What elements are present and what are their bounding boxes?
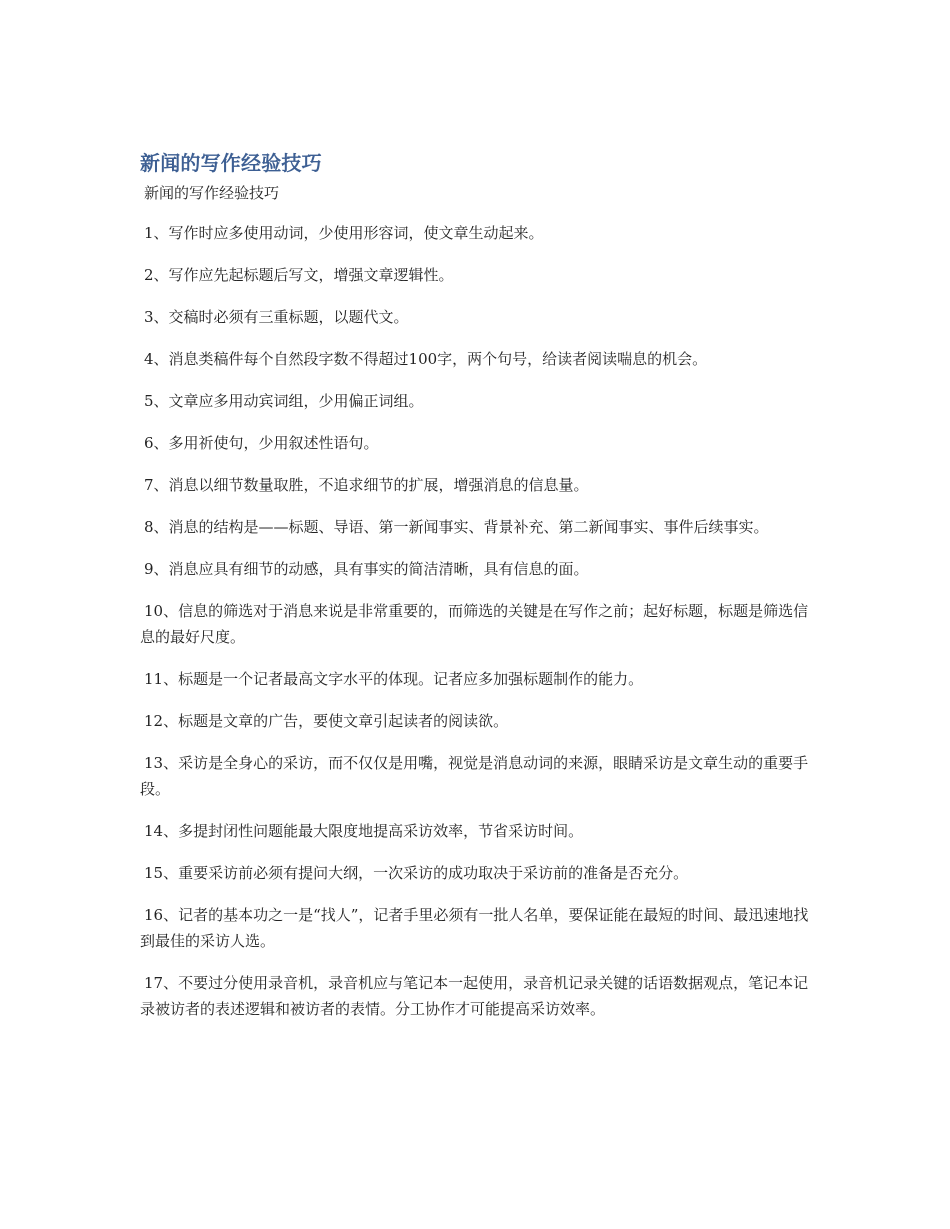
tips-list xyxy=(140,220,812,1022)
tip-item-15: 15、重要采访前必须有提问大纲，一次采访的成功取决于采访前的准备是否充分。 xyxy=(144,864,689,882)
document-page xyxy=(140,148,812,1038)
document-subtitle: 新闻的写作经验技巧 xyxy=(144,184,280,202)
document-title: 新闻的写作经验技巧 xyxy=(140,151,322,175)
tip-item-1: 1、写作时应多使用动词，少使用形容词，使文章生动起来。 xyxy=(144,224,544,242)
tip-item-10: 10、信息的筛选对于消息来说是非常重要的，而筛选的关键是在写作之前；起好标题，标题是筛选信息的最好尺度。 xyxy=(140,602,809,646)
tip-item-4: 4、消息类稿件每个自然段字数不得超过100字，两个句号，给读者阅读喘息的机会。 xyxy=(144,350,708,368)
tip-item-3: 3、交稿时必须有三重标题，以题代文。 xyxy=(144,308,409,326)
tip-item-5: 5、文章应多用动宾词组，少用偏正词组。 xyxy=(144,392,424,410)
tip-item-16: 16、记者的基本功之一是“找人”，记者手里必须有一批人名单，要保证能在最短的时间、最迅速地找到最佳的采访人选。 xyxy=(140,906,809,950)
tip-item-9: 9、消息应具有细节的动感，具有事实的简洁清晰，具有信息的面。 xyxy=(144,560,589,578)
tip-item-6: 6、多用祈使句，少用叙述性语句。 xyxy=(144,434,379,452)
tip-item-11: 11、标题是一个记者最高文字水平的体现。记者应多加强标题制作的能力。 xyxy=(144,670,644,688)
tip-item-2: 2、写作应先起标题后写文，增强文章逻辑性。 xyxy=(144,266,454,284)
tip-item-7: 7、消息以细节数量取胜，不追求细节的扩展，增强消息的信息量。 xyxy=(144,476,589,494)
tip-item-12: 12、标题是文章的广告，要使文章引起读者的阅读欲。 xyxy=(144,712,509,730)
tip-item-8: 8、消息的结构是——标题、导语、第一新闻事实、背景补充、第二新闻事实、事件后续事实。 xyxy=(144,518,769,536)
tip-item-17: 17、不要过分使用录音机，录音机应与笔记本一起使用，录音机记录关键的话语数据观点，笔记本记录被访者的表述逻辑和被访者的表情。分工协作才可能提高采访效率。 xyxy=(140,974,809,1018)
tip-item-13: 13、采访是全身心的采访，而不仅仅是用嘴，视觉是消息动词的来源，眼睛采访是文章生动的重要手段。 xyxy=(140,754,809,798)
tip-item-14: 14、多提封闭性问题能最大限度地提高采访效率，节省采访时间。 xyxy=(144,822,584,840)
